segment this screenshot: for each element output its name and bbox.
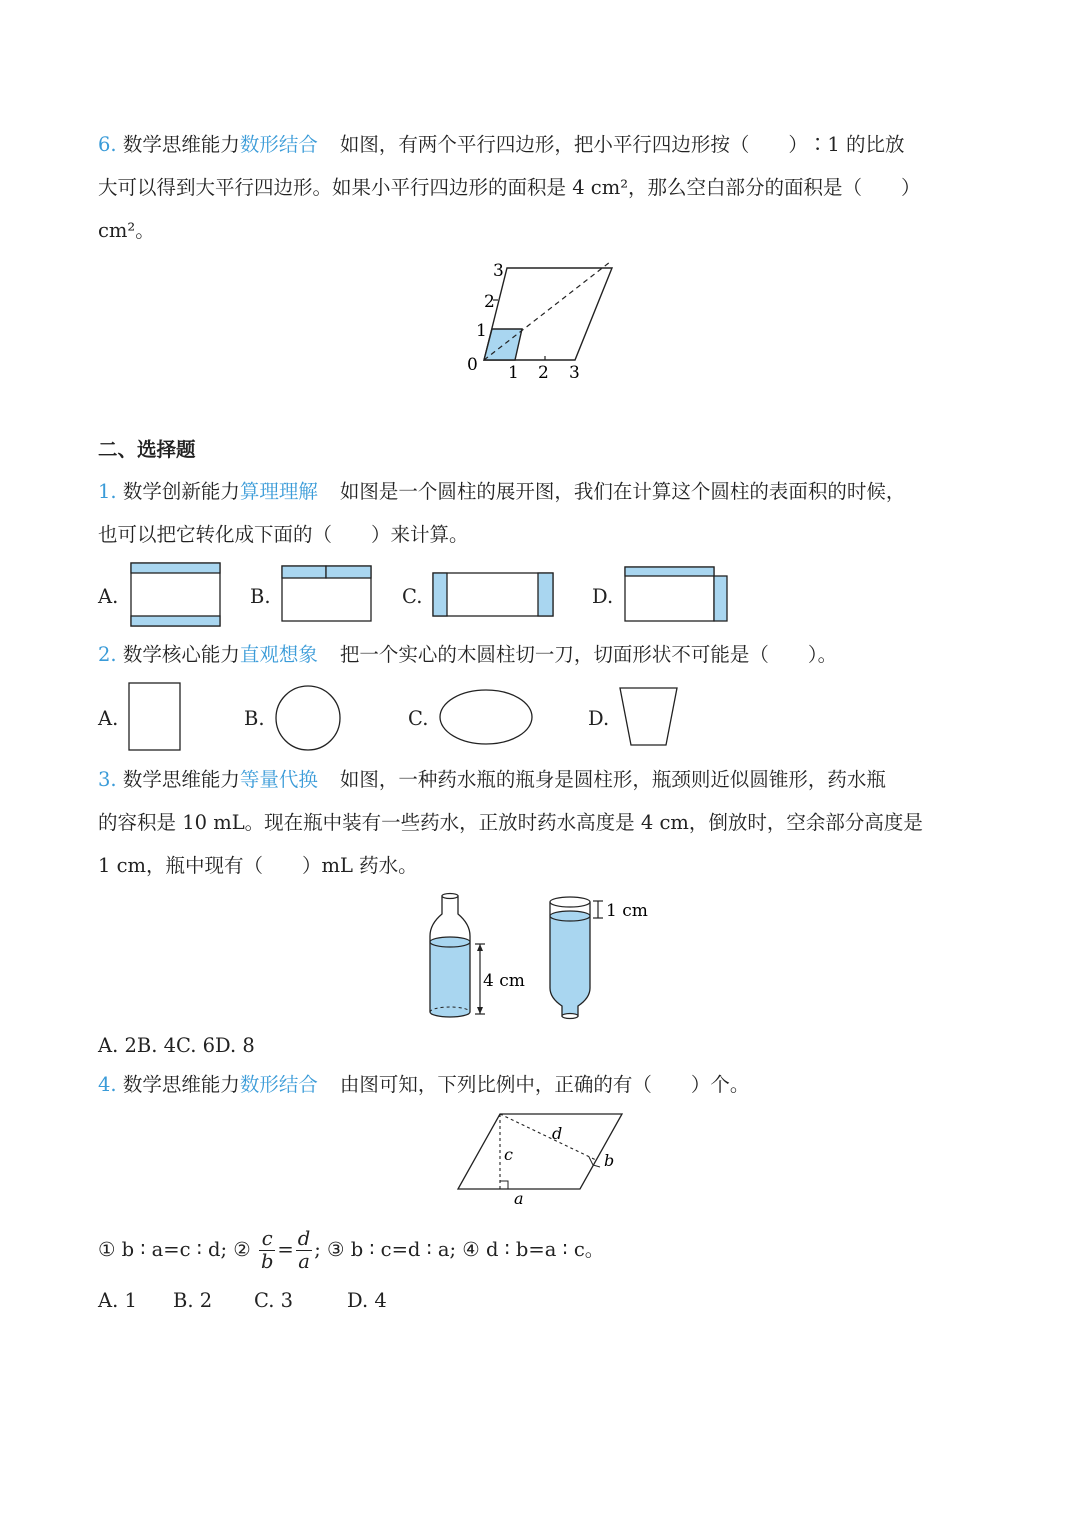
q3-answers: A. 2B. 4C. 6D. 8 xyxy=(98,1034,255,1057)
q6-tag: 数形结合 xyxy=(239,133,318,156)
q4-s4: ④ d ∶ b=a ∶ c。 xyxy=(462,1238,605,1261)
label-b: b xyxy=(604,1151,615,1170)
q1-figure-a xyxy=(130,562,222,628)
x-label-1: 1 xyxy=(508,363,519,383)
q2-figure-rectangle xyxy=(128,682,182,752)
y-label-2: 2 xyxy=(484,292,495,312)
q4-tag: 数形结合 xyxy=(239,1073,318,1096)
q2-tag: 直观想象 xyxy=(239,643,318,666)
label-a: a xyxy=(514,1189,524,1208)
q2-option-c: C. xyxy=(408,707,429,730)
q3-skill: 数学思维能力 xyxy=(122,768,240,791)
q2-figure-circle xyxy=(274,684,342,752)
small-parallelogram xyxy=(484,329,522,360)
q1-figure-c xyxy=(432,572,556,618)
q3-text2: 的容积是 10 mL。现在瓶中装有一些药水，正放时药水高度是 4 cm，倒放时，空余部分高度是 xyxy=(98,811,923,834)
q4-answer-c: C. 3 xyxy=(254,1289,294,1312)
q6-text1: 如图，有两个平行四边形，把小平行四边形按（ ）∶1 的比放 xyxy=(339,133,905,156)
q4-s3: ; ③ b ∶ c=d ∶ a; xyxy=(314,1238,457,1261)
q1-skill: 数学创新能力 xyxy=(122,480,240,503)
q3-bottle-figure xyxy=(420,888,660,1024)
q6-text2: 大可以得到大平行四边形。如果小平行四边形的面积是 4 cm²，那么空白部分的面积是（ ） xyxy=(98,176,921,199)
q2-text1: 把一个实心的木圆柱切一刀，切面形状不可能是（ ）。 xyxy=(339,643,838,666)
q3-text1: 如图，一种药水瓶的瓶身是圆柱形，瓶颈则近似圆锥形，药水瓶 xyxy=(339,768,886,791)
q1-figure-d xyxy=(624,566,730,624)
q4-frac-cb: $\frac{c}{b}$ xyxy=(260,1227,274,1273)
x-label-3: 3 xyxy=(569,363,580,383)
q2-option-b: B. xyxy=(244,707,265,730)
inverted-bottle xyxy=(550,897,648,1019)
q4-number: 4. xyxy=(98,1073,117,1096)
q6-line1 xyxy=(98,133,904,157)
q2-option-a: A. xyxy=(98,707,119,730)
q2-option-d: D. xyxy=(588,707,610,730)
q2-number: 2. xyxy=(98,643,117,666)
section-title: 二、选择题 xyxy=(98,438,196,461)
q6-number: 6. xyxy=(98,133,117,156)
q4-parallelogram-figure xyxy=(450,1108,630,1208)
q1-text1: 如图是一个圆柱的展开图，我们在计算这个圆柱的表面积的时候， xyxy=(339,480,906,503)
y-label-1: 1 xyxy=(476,321,487,341)
q4-statements: ① b ∶ a=c ∶ d; ② $\frac{c}{b}$ = $\frac{d}{a}$ ; ③ b ∶ c=d ∶ a; ④ d ∶ b=a ∶ c。 xyxy=(98,1227,605,1273)
q4-text1: 由图可知，下列比例中，正确的有（ ）个。 xyxy=(339,1073,750,1096)
height-d xyxy=(500,1114,596,1160)
q1-tag: 算理理解 xyxy=(239,480,318,503)
q1-number: 1. xyxy=(98,480,117,503)
q6-parallelogram-figure xyxy=(460,256,620,386)
q1-option-a: A. xyxy=(98,585,119,608)
q6-text3: cm²。 xyxy=(98,219,155,242)
q3-number: 3. xyxy=(98,768,117,791)
q1-option-c: C. xyxy=(402,585,423,608)
label-d: d xyxy=(552,1124,563,1143)
upright-bottle xyxy=(430,894,525,1018)
y-label-3: 3 xyxy=(493,261,504,281)
q4-line1 xyxy=(98,1073,749,1097)
q1-line1 xyxy=(98,480,905,504)
label-1cm: 1 cm xyxy=(606,901,648,921)
q4-skill: 数学思维能力 xyxy=(122,1073,240,1096)
q6-skill: 数学思维能力 xyxy=(122,133,240,156)
q1-text2: 也可以把它转化成下面的（ ）来计算。 xyxy=(98,523,469,546)
q2-figure-trapezoid xyxy=(618,686,680,748)
q1-option-b: B. xyxy=(250,585,271,608)
q2-line1 xyxy=(98,643,837,667)
q4-s2-circle: ② xyxy=(233,1238,251,1261)
q2-skill: 数学核心能力 xyxy=(122,643,240,666)
q3-line1 xyxy=(98,768,886,792)
origin-label: 0 xyxy=(467,355,478,375)
q4-answer-b: B. 2 xyxy=(173,1289,213,1312)
q4-answer-a: A. 1 xyxy=(98,1289,137,1312)
q4-answer-d: D. 4 xyxy=(347,1289,387,1312)
label-c: c xyxy=(504,1145,513,1164)
label-4cm: 4 cm xyxy=(483,971,525,991)
q2-figure-ellipse xyxy=(438,688,534,746)
q1-option-d: D. xyxy=(592,585,614,608)
x-label-2: 2 xyxy=(538,363,549,383)
q4-s1: ① b ∶ a=c ∶ d; xyxy=(98,1238,228,1261)
q4-frac-da: $\frac{d}{a}$ xyxy=(297,1227,311,1273)
q1-figure-b xyxy=(281,565,373,623)
q3-tag: 等量代换 xyxy=(239,768,318,791)
parallelogram xyxy=(458,1114,622,1189)
q3-text3: 1 cm，瓶中现有（ ）mL 药水。 xyxy=(98,854,418,877)
